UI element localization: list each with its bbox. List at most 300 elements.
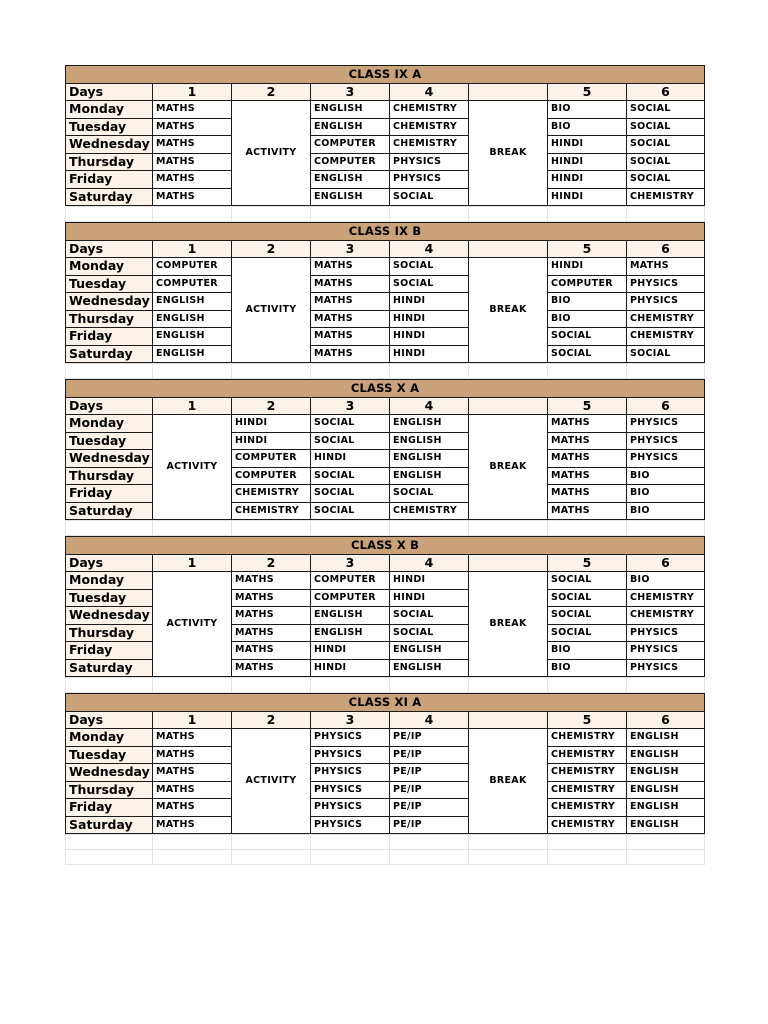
spacer-rows	[65, 206, 705, 222]
subject-cell: HINDI	[390, 310, 469, 328]
day-row	[66, 764, 705, 782]
subject-cell: CHEMISTRY	[548, 746, 627, 764]
subject-cell: COMPUTER	[311, 589, 390, 607]
day-row	[66, 729, 705, 747]
subject-cell: CHEMISTRY	[627, 188, 705, 206]
empty-cell	[548, 207, 627, 222]
empty-cell	[390, 207, 469, 222]
subject-cell: SOCIAL	[627, 118, 705, 136]
subject-cell: MATHS	[627, 258, 705, 276]
subject-cell: ENGLISH	[311, 624, 390, 642]
subject-cell: MATHS	[548, 450, 627, 468]
period-header: 5	[548, 83, 627, 101]
subject-cell: BIO	[627, 572, 705, 590]
subject-cell: PE/IP	[390, 799, 469, 817]
day-label: Friday	[66, 642, 153, 660]
subject-cell: SOCIAL	[627, 153, 705, 171]
break-header	[469, 240, 548, 258]
day-label: Wednesday	[66, 450, 153, 468]
day-label: Saturday	[66, 659, 153, 677]
activity-cell: ACTIVITY	[232, 258, 311, 363]
timetable-class-x-a	[65, 379, 705, 520]
class-title-row	[66, 380, 705, 398]
empty-cell	[311, 521, 390, 536]
empty-cell	[66, 835, 153, 850]
subject-cell: COMPUTER	[232, 450, 311, 468]
subject-cell: SOCIAL	[627, 171, 705, 189]
subject-cell: CHEMISTRY	[548, 799, 627, 817]
empty-cell	[232, 678, 311, 693]
empty-cell	[548, 850, 627, 865]
class-title-row	[66, 694, 705, 712]
break-header	[469, 554, 548, 572]
empty-cell	[232, 835, 311, 850]
empty-cell	[390, 850, 469, 865]
empty-cell	[66, 850, 153, 865]
day-label: Thursday	[66, 624, 153, 642]
timetable-class-xi-a	[65, 693, 705, 834]
day-label: Friday	[66, 485, 153, 503]
subject-cell: HINDI	[311, 659, 390, 677]
subject-cell: SOCIAL	[390, 188, 469, 206]
subject-cell: SOCIAL	[311, 485, 390, 503]
subject-cell: ENGLISH	[627, 729, 705, 747]
day-row	[66, 118, 705, 136]
subject-cell: CHEMISTRY	[232, 502, 311, 520]
subject-cell: PHYSICS	[627, 432, 705, 450]
subject-cell: SOCIAL	[311, 432, 390, 450]
empty-cell	[153, 207, 232, 222]
class-title: CLASS IX B	[66, 223, 705, 241]
subject-cell: MATHS	[311, 258, 390, 276]
subject-cell: SOCIAL	[390, 275, 469, 293]
empty-cell	[311, 835, 390, 850]
period-header-row	[66, 711, 705, 729]
day-row	[66, 799, 705, 817]
subject-cell: CHEMISTRY	[548, 816, 627, 834]
period-header: 5	[548, 397, 627, 415]
empty-cell	[627, 678, 705, 693]
subject-cell: ENGLISH	[311, 607, 390, 625]
break-cell: BREAK	[469, 101, 548, 206]
day-label: Saturday	[66, 345, 153, 363]
period-header-row	[66, 397, 705, 415]
subject-cell: HINDI	[548, 171, 627, 189]
break-cell: BREAK	[469, 572, 548, 677]
subject-cell: ENGLISH	[390, 467, 469, 485]
period-header: 2	[232, 397, 311, 415]
subject-cell: COMPUTER	[311, 572, 390, 590]
subject-cell: SOCIAL	[548, 624, 627, 642]
empty-cell	[153, 850, 232, 865]
period-header: 3	[311, 240, 390, 258]
subject-cell: PHYSICS	[627, 293, 705, 311]
empty-cell	[311, 850, 390, 865]
empty-cell	[390, 521, 469, 536]
subject-cell: SOCIAL	[311, 502, 390, 520]
period-header: 1	[153, 83, 232, 101]
subject-cell: PE/IP	[390, 781, 469, 799]
subject-cell: HINDI	[548, 258, 627, 276]
subject-cell: SOCIAL	[627, 136, 705, 154]
subject-cell: BIO	[548, 310, 627, 328]
period-header: 5	[548, 711, 627, 729]
empty-cell	[232, 850, 311, 865]
day-label: Thursday	[66, 781, 153, 799]
timetable-sheet	[65, 65, 704, 865]
subject-cell: PHYSICS	[311, 816, 390, 834]
day-row	[66, 415, 705, 433]
day-label: Saturday	[66, 816, 153, 834]
day-label: Friday	[66, 799, 153, 817]
subject-cell: PHYSICS	[627, 415, 705, 433]
day-label: Tuesday	[66, 432, 153, 450]
period-header: 1	[153, 397, 232, 415]
period-header: 3	[311, 83, 390, 101]
day-label: Tuesday	[66, 275, 153, 293]
period-header-row	[66, 83, 705, 101]
period-header: 2	[232, 240, 311, 258]
period-header: 5	[548, 554, 627, 572]
empty-cell	[548, 521, 627, 536]
subject-cell: MATHS	[153, 153, 232, 171]
subject-cell: ENGLISH	[627, 746, 705, 764]
days-header: Days	[66, 554, 153, 572]
day-label: Tuesday	[66, 746, 153, 764]
subject-cell: MATHS	[232, 624, 311, 642]
subject-cell: HINDI	[232, 415, 311, 433]
subject-cell: MATHS	[311, 310, 390, 328]
subject-cell: SOCIAL	[548, 572, 627, 590]
subject-cell: MATHS	[153, 188, 232, 206]
activity-cell: ACTIVITY	[153, 572, 232, 677]
subject-cell: CHEMISTRY	[390, 502, 469, 520]
period-header: 3	[311, 554, 390, 572]
empty-cell	[627, 207, 705, 222]
subject-cell: ENGLISH	[311, 188, 390, 206]
empty-cell	[469, 678, 548, 693]
subject-cell: BIO	[627, 467, 705, 485]
subject-cell: MATHS	[232, 642, 311, 660]
class-title: CLASS X A	[66, 380, 705, 398]
subject-cell: MATHS	[153, 764, 232, 782]
subject-cell: ENGLISH	[390, 642, 469, 660]
subject-cell: SOCIAL	[548, 589, 627, 607]
subject-cell: MATHS	[311, 275, 390, 293]
day-row	[66, 101, 705, 119]
period-header: 2	[232, 83, 311, 101]
empty-cell	[548, 678, 627, 693]
empty-cell	[232, 207, 311, 222]
subject-cell: MATHS	[153, 729, 232, 747]
day-row	[66, 136, 705, 154]
day-label: Monday	[66, 101, 153, 119]
subject-cell: CHEMISTRY	[390, 101, 469, 119]
class-title-row	[66, 66, 705, 84]
subject-cell: PHYSICS	[627, 659, 705, 677]
subject-cell: COMPUTER	[548, 275, 627, 293]
period-header: 1	[153, 554, 232, 572]
period-header: 2	[232, 711, 311, 729]
subject-cell: PE/IP	[390, 816, 469, 834]
subject-cell: MATHS	[153, 136, 232, 154]
day-row	[66, 188, 705, 206]
subject-cell: HINDI	[548, 188, 627, 206]
empty-cell	[153, 678, 232, 693]
period-header: 6	[627, 554, 705, 572]
days-header: Days	[66, 397, 153, 415]
class-title: CLASS IX A	[66, 66, 705, 84]
day-label: Monday	[66, 729, 153, 747]
subject-cell: COMPUTER	[232, 467, 311, 485]
subject-cell: SOCIAL	[390, 607, 469, 625]
subject-cell: HINDI	[548, 136, 627, 154]
subject-cell: SOCIAL	[548, 345, 627, 363]
subject-cell: CHEMISTRY	[627, 607, 705, 625]
break-cell: BREAK	[469, 729, 548, 834]
subject-cell: PHYSICS	[627, 450, 705, 468]
subject-cell: ENGLISH	[311, 118, 390, 136]
subject-cell: ENGLISH	[390, 450, 469, 468]
subject-cell: HINDI	[390, 328, 469, 346]
timetable-class-x-b	[65, 536, 705, 677]
subject-cell: MATHS	[311, 345, 390, 363]
empty-cell	[311, 207, 390, 222]
period-header: 2	[232, 554, 311, 572]
day-row	[66, 572, 705, 590]
subject-cell: COMPUTER	[153, 275, 232, 293]
subject-cell: MATHS	[232, 659, 311, 677]
subject-cell: PE/IP	[390, 764, 469, 782]
empty-cell	[548, 364, 627, 379]
subject-cell: HINDI	[548, 153, 627, 171]
empty-cell	[469, 850, 548, 865]
subject-cell: CHEMISTRY	[548, 729, 627, 747]
day-label: Monday	[66, 572, 153, 590]
empty-cell	[232, 364, 311, 379]
subject-cell: ENGLISH	[390, 415, 469, 433]
empty-cell	[390, 364, 469, 379]
subject-cell: BIO	[548, 293, 627, 311]
subject-cell: MATHS	[153, 799, 232, 817]
subject-cell: CHEMISTRY	[627, 589, 705, 607]
day-label: Thursday	[66, 153, 153, 171]
subject-cell: PHYSICS	[311, 764, 390, 782]
subject-cell: ENGLISH	[311, 171, 390, 189]
subject-cell: SOCIAL	[390, 624, 469, 642]
spacer-rows	[65, 834, 705, 865]
subject-cell: MATHS	[548, 485, 627, 503]
period-header: 6	[627, 397, 705, 415]
period-header-row	[66, 240, 705, 258]
period-header: 4	[390, 554, 469, 572]
day-row	[66, 275, 705, 293]
subject-cell: MATHS	[153, 101, 232, 119]
break-header	[469, 711, 548, 729]
empty-cell	[627, 850, 705, 865]
subject-cell: PHYSICS	[627, 624, 705, 642]
subject-cell: MATHS	[153, 781, 232, 799]
empty-cell	[469, 835, 548, 850]
empty-cell	[469, 364, 548, 379]
period-header: 1	[153, 240, 232, 258]
day-row	[66, 171, 705, 189]
day-label: Thursday	[66, 467, 153, 485]
day-label: Saturday	[66, 188, 153, 206]
day-row	[66, 781, 705, 799]
subject-cell: PHYSICS	[311, 799, 390, 817]
subject-cell: BIO	[627, 502, 705, 520]
day-row	[66, 328, 705, 346]
empty-cell	[627, 521, 705, 536]
break-header	[469, 397, 548, 415]
days-header: Days	[66, 240, 153, 258]
period-header: 4	[390, 711, 469, 729]
class-title-row	[66, 223, 705, 241]
subject-cell: PHYSICS	[311, 781, 390, 799]
empty-cell	[232, 521, 311, 536]
day-label: Monday	[66, 415, 153, 433]
subject-cell: PHYSICS	[311, 746, 390, 764]
empty-cell	[66, 521, 153, 536]
empty-cell	[390, 678, 469, 693]
subject-cell: SOCIAL	[390, 258, 469, 276]
day-label: Wednesday	[66, 764, 153, 782]
subject-cell: ENGLISH	[390, 432, 469, 450]
day-label: Wednesday	[66, 607, 153, 625]
empty-cell	[311, 678, 390, 693]
subject-cell: SOCIAL	[627, 101, 705, 119]
subject-cell: CHEMISTRY	[232, 485, 311, 503]
subject-cell: ENGLISH	[627, 764, 705, 782]
subject-cell: CHEMISTRY	[548, 781, 627, 799]
empty-cell	[66, 207, 153, 222]
subject-cell: CHEMISTRY	[390, 118, 469, 136]
empty-cell	[627, 835, 705, 850]
subject-cell: ENGLISH	[311, 101, 390, 119]
subject-cell: SOCIAL	[390, 485, 469, 503]
day-row	[66, 345, 705, 363]
timetable-class-ix-a	[65, 65, 705, 206]
subject-cell: MATHS	[153, 816, 232, 834]
subject-cell: BIO	[548, 659, 627, 677]
period-header: 1	[153, 711, 232, 729]
subject-cell: BIO	[548, 642, 627, 660]
empty-cell	[469, 207, 548, 222]
subject-cell: MATHS	[232, 589, 311, 607]
subject-cell: MATHS	[548, 432, 627, 450]
day-label: Friday	[66, 171, 153, 189]
day-row	[66, 746, 705, 764]
break-cell: BREAK	[469, 415, 548, 520]
empty-cell	[66, 364, 153, 379]
subject-cell: MATHS	[548, 502, 627, 520]
subject-cell: PHYSICS	[627, 642, 705, 660]
spacer-rows	[65, 520, 705, 536]
empty-cell	[153, 835, 232, 850]
subject-cell: COMPUTER	[311, 153, 390, 171]
subject-cell: MATHS	[548, 467, 627, 485]
subject-cell: HINDI	[311, 450, 390, 468]
subject-cell: MATHS	[232, 607, 311, 625]
subject-cell: MATHS	[153, 171, 232, 189]
subject-cell: ENGLISH	[627, 799, 705, 817]
subject-cell: BIO	[548, 101, 627, 119]
subject-cell: SOCIAL	[311, 467, 390, 485]
day-label: Thursday	[66, 310, 153, 328]
day-row	[66, 293, 705, 311]
period-header: 3	[311, 711, 390, 729]
subject-cell: HINDI	[390, 589, 469, 607]
subject-cell: PHYSICS	[311, 729, 390, 747]
empty-cell	[153, 521, 232, 536]
subject-cell: ENGLISH	[153, 310, 232, 328]
period-header: 5	[548, 240, 627, 258]
subject-cell: SOCIAL	[548, 607, 627, 625]
subject-cell: HINDI	[311, 642, 390, 660]
period-header: 4	[390, 397, 469, 415]
subject-cell: MATHS	[311, 328, 390, 346]
subject-cell: ENGLISH	[627, 781, 705, 799]
class-title-row	[66, 537, 705, 555]
subject-cell: COMPUTER	[311, 136, 390, 154]
subject-cell: CHEMISTRY	[548, 764, 627, 782]
day-label: Monday	[66, 258, 153, 276]
subject-cell: ENGLISH	[153, 345, 232, 363]
period-header: 6	[627, 711, 705, 729]
empty-cell	[311, 364, 390, 379]
subject-cell: PHYSICS	[390, 171, 469, 189]
empty-cell	[469, 521, 548, 536]
subject-cell: PHYSICS	[390, 153, 469, 171]
subject-cell: PHYSICS	[627, 275, 705, 293]
subject-cell: BIO	[627, 485, 705, 503]
subject-cell: ENGLISH	[153, 293, 232, 311]
subject-cell: HINDI	[390, 293, 469, 311]
subject-cell: MATHS	[153, 746, 232, 764]
day-row	[66, 153, 705, 171]
subject-cell: CHEMISTRY	[627, 310, 705, 328]
spacer-rows	[65, 363, 705, 379]
subject-cell: BIO	[548, 118, 627, 136]
subject-cell: MATHS	[548, 415, 627, 433]
subject-cell: PE/IP	[390, 729, 469, 747]
day-label: Saturday	[66, 502, 153, 520]
period-header: 4	[390, 83, 469, 101]
break-header	[469, 83, 548, 101]
activity-cell: ACTIVITY	[232, 729, 311, 834]
subject-cell: SOCIAL	[311, 415, 390, 433]
subject-cell: HINDI	[390, 572, 469, 590]
subject-cell: COMPUTER	[153, 258, 232, 276]
subject-cell: SOCIAL	[548, 328, 627, 346]
period-header: 6	[627, 83, 705, 101]
empty-cell	[627, 364, 705, 379]
empty-cell	[548, 835, 627, 850]
subject-cell: PE/IP	[390, 746, 469, 764]
day-label: Wednesday	[66, 293, 153, 311]
break-cell: BREAK	[469, 258, 548, 363]
day-label: Tuesday	[66, 589, 153, 607]
day-row	[66, 258, 705, 276]
days-header: Days	[66, 711, 153, 729]
day-label: Friday	[66, 328, 153, 346]
days-header: Days	[66, 83, 153, 101]
day-label: Tuesday	[66, 118, 153, 136]
subject-cell: MATHS	[311, 293, 390, 311]
subject-cell: SOCIAL	[627, 345, 705, 363]
day-label: Wednesday	[66, 136, 153, 154]
